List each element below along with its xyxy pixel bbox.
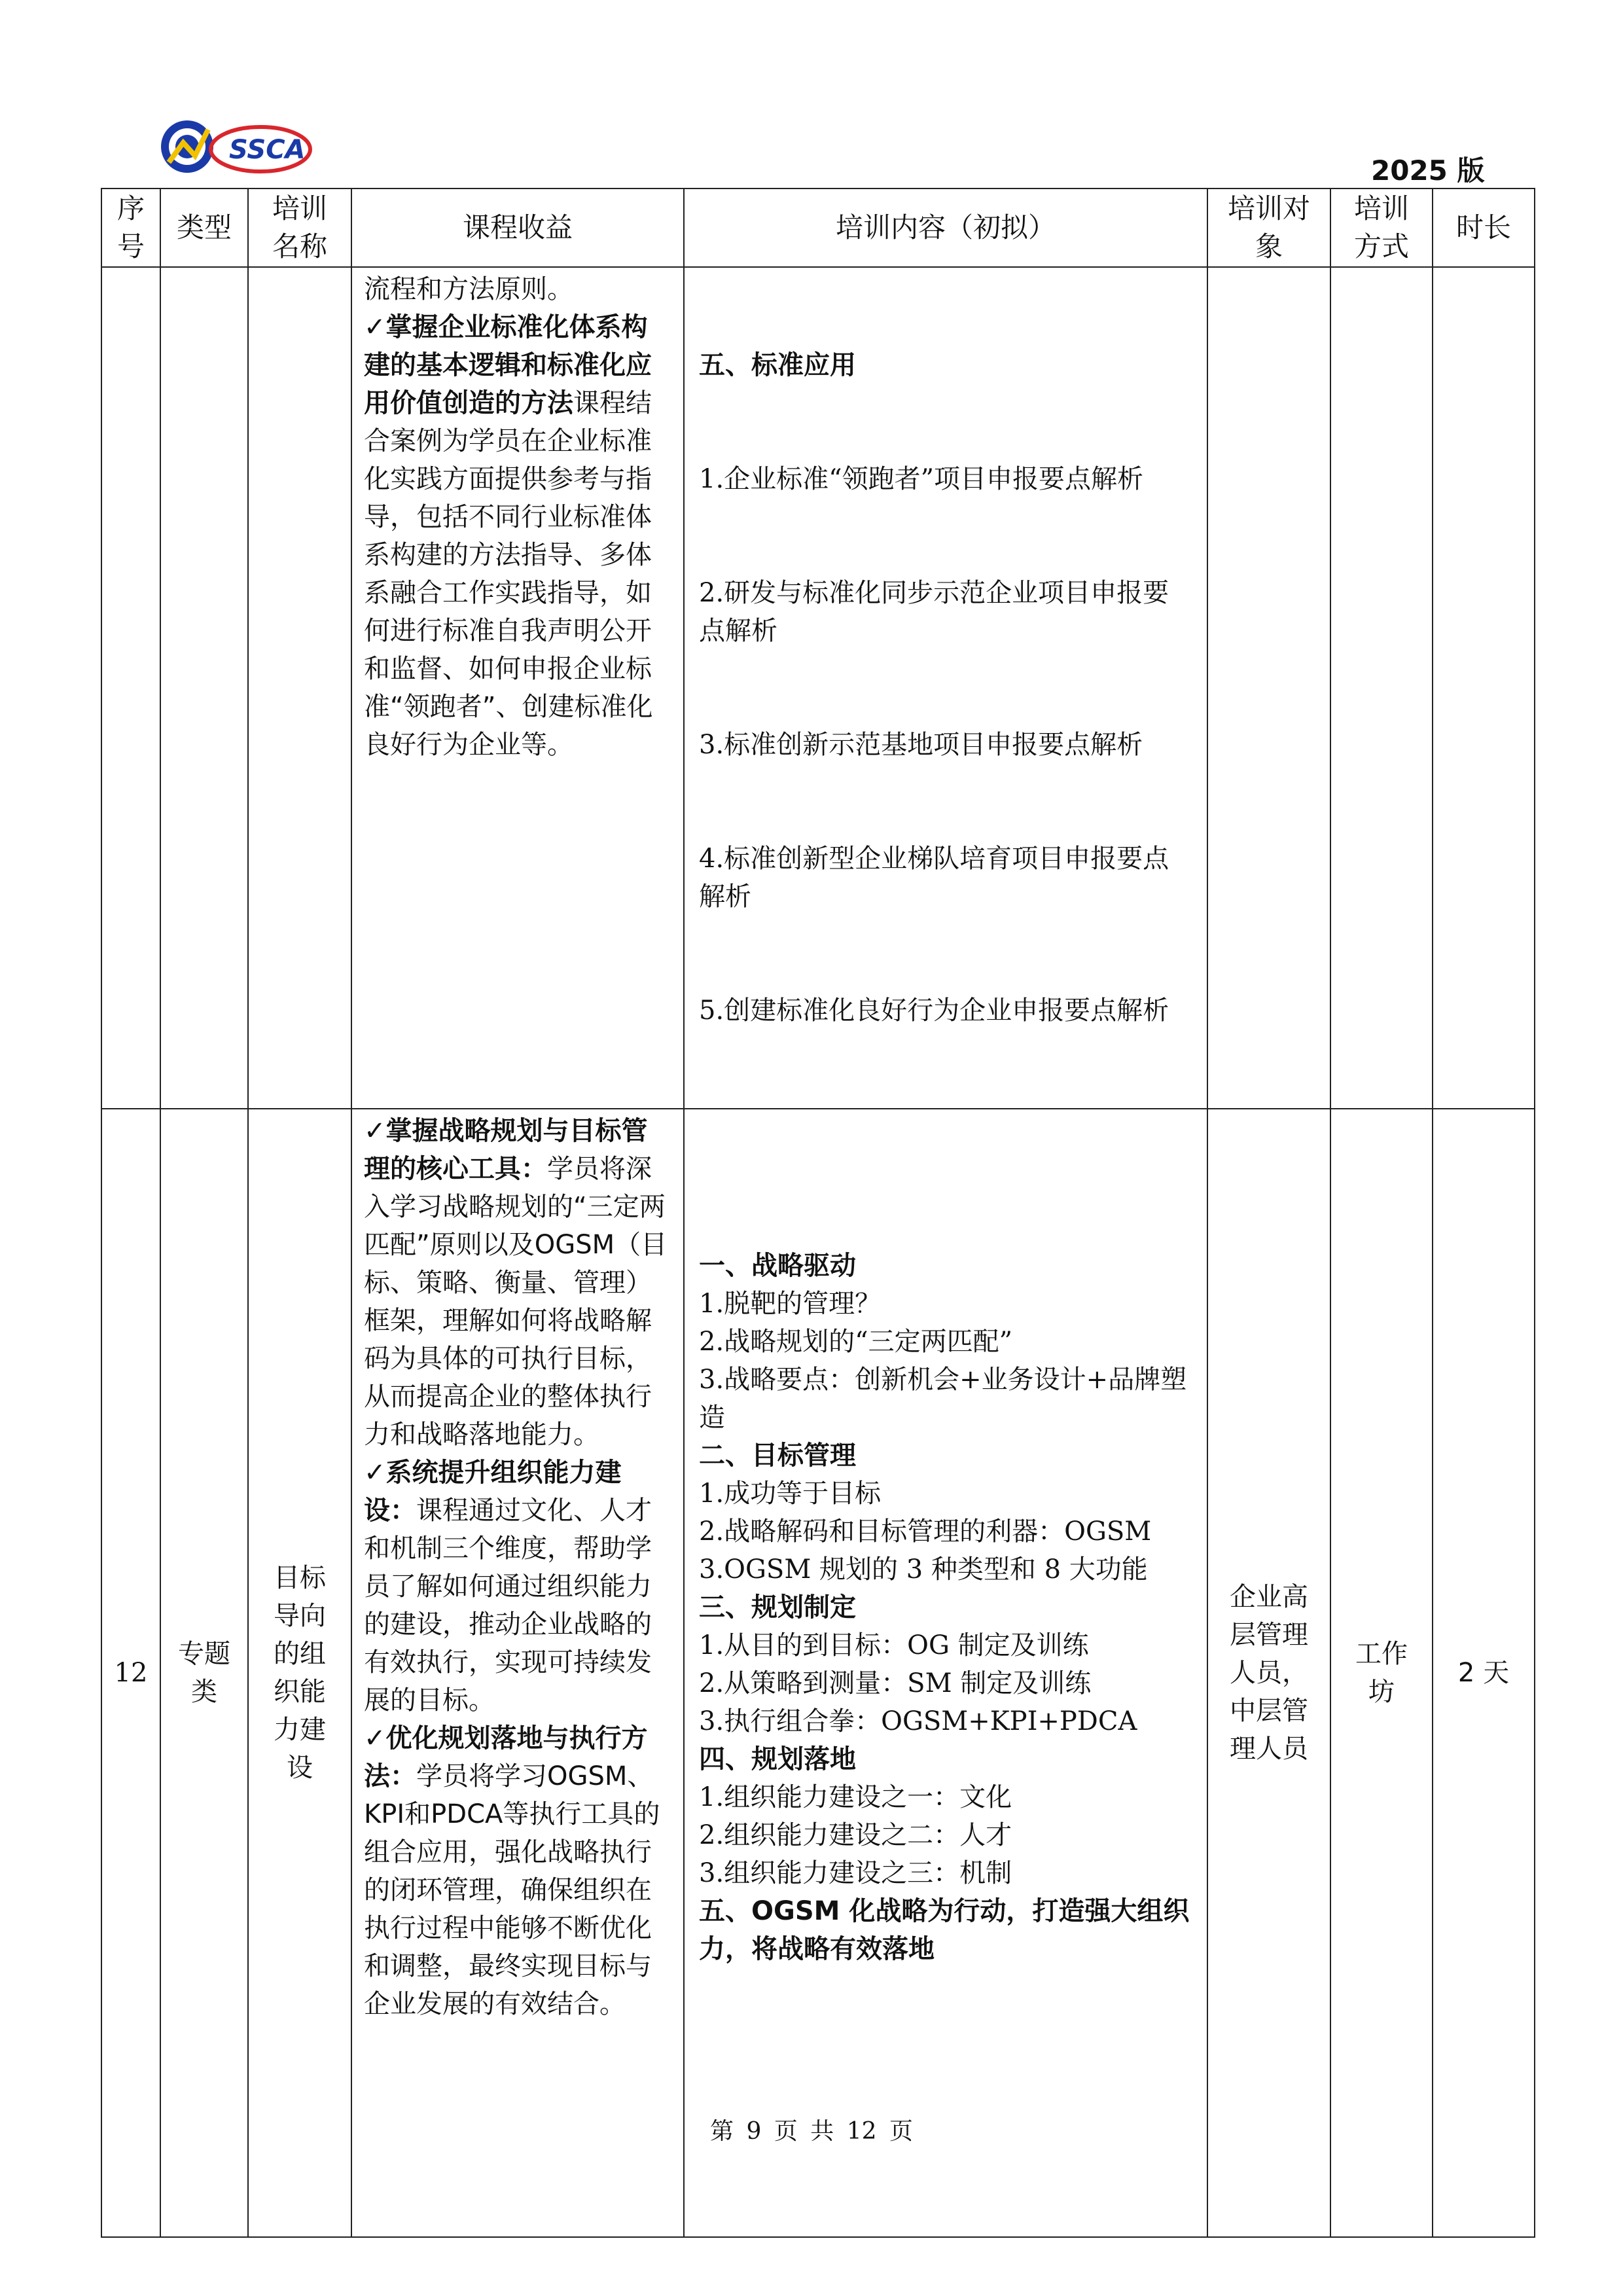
ssca-logo: [156, 117, 313, 177]
content-item: 1.脱靶的管理？: [699, 1289, 882, 1319]
content-item: 3.战略要点：创新机会+业务设计+品牌塑造: [699, 1365, 1187, 1433]
content-item: 1.成功等于目标: [699, 1479, 882, 1509]
column-header-audience: 培训对 象: [1207, 188, 1330, 267]
cell-index: [101, 267, 160, 1109]
cell-audience: 企业高 层管理 人员， 中层管 理人员: [1207, 1109, 1330, 2237]
column-header-benefits: 课程收益: [351, 188, 684, 267]
content-item: 2.组织能力建设之二：人才: [699, 1820, 1012, 1850]
content-item: 2.研发与标准化同步示范企业项目申报要点解析: [699, 578, 1169, 646]
cell-index: 12: [101, 1109, 160, 2237]
benefit-block: ✓掌握战略规划与目标管理的核心工具：学员将深入学习战略规划的“三定两匹配”原则以及OGSM（目标、策略、衡量、管理）框架，理解如何将战略解码为具体的可执行目标，从而提高企业的整体执行力和战略落地能力。: [364, 1116, 668, 1450]
page-number: 第 9 页 共 12 页: [710, 2118, 913, 2145]
content-item: 4.标准创新型企业梯队培育项目申报要点解析: [699, 844, 1169, 912]
content-heading: 二、目标管理: [699, 1441, 856, 1471]
cell-benefits: [351, 267, 684, 1109]
content-item: 2.从策略到测量：SM 制定及训练: [699, 1668, 1092, 1698]
column-header-content: 培训内容（初拟）: [684, 188, 1207, 267]
cell-method: [1330, 267, 1433, 1109]
cell-duration: 2 天: [1433, 1109, 1535, 2237]
cell-type: [160, 267, 248, 1109]
benefit-block: ✓优化规划落地与执行方法：学员将学习OGSM、KPI和PDCA等执行工具的组合应用，强化战略执行的闭环管理，确保组织在执行过程中能够不断优化和调整，最终实现目标与企业发展的有效结合。: [364, 1723, 660, 2019]
column-header-method: 培训 方式: [1330, 188, 1433, 267]
benefit-block: ✓掌握企业标准化体系构建的基本逻辑和标准化应用价值创造的方法课程结合案例为学员在企业标准化实践方面提供参考与指导，包括不同行业标准体系构建的方法指导、多体系融合工作实践指导，如何进行标准自我声明公开和监督、如何申报企业标准“领跑者”、创建标准化良好行为企业等。: [364, 312, 653, 760]
content-heading: 一、战略驱动: [699, 1251, 856, 1281]
content-item: 3.组织能力建设之三：机制: [699, 1858, 1012, 1888]
content-heading: 四、规划落地: [699, 1744, 856, 1774]
content-heading: 五、OGSM 化战略为行动，打造强大组织力，将战略有效落地: [699, 1896, 1190, 1964]
table-row: [101, 1109, 1535, 2237]
content-item: 1.从目的到目标：OG 制定及训练: [699, 1630, 1089, 1660]
content-item: 2.战略规划的“三定两匹配”: [699, 1327, 1013, 1357]
cell-method: 工作 坊: [1330, 1109, 1433, 2237]
version-label: 2025 版: [1371, 154, 1485, 187]
cell-duration: [1433, 267, 1535, 1109]
content-heading: 三、规划制定: [699, 1592, 856, 1623]
cell-type: 专题 类: [160, 1109, 248, 2237]
column-header-name: 培训 名称: [248, 188, 351, 267]
content-heading: 五、标准应用: [699, 350, 856, 380]
table-header-row: [101, 188, 1535, 267]
content-item: 3.OGSM 规划的 3 种类型和 8 大功能: [699, 1554, 1148, 1585]
column-header-duration: 时长: [1433, 188, 1535, 267]
cell-audience: [1207, 267, 1330, 1109]
content-item: 3.标准创新示范基地项目申报要点解析: [699, 730, 1143, 760]
content-item: 2.战略解码和目标管理的利器：OGSM: [699, 1516, 1152, 1547]
cell-benefits: [351, 1109, 684, 2237]
benefit-block: ✓系统提升组织能力建设：课程通过文化、人才和机制三个维度，帮助学员了解如何通过组织能力的建设，推动企业战略的有效执行，实现可持续发展的目标。: [364, 1458, 652, 1715]
table-row: [101, 267, 1535, 1109]
course-table: [101, 188, 1535, 2238]
cell-content: [684, 1109, 1207, 2237]
cell-name: [248, 267, 351, 1109]
cell-content: [684, 267, 1207, 1109]
logo-text: SSCA: [229, 135, 306, 165]
column-header-type: 类型: [160, 188, 248, 267]
column-header-index: 序 号: [101, 188, 160, 267]
cell-name: 目标 导向 的组 织能 力建 设: [248, 1109, 351, 2237]
content-item: 1.企业标准“领跑者”项目申报要点解析: [699, 464, 1144, 494]
content-item: 3.执行组合拳：OGSM+KPI+PDCA: [699, 1706, 1137, 1736]
content-item: 1.组织能力建设之一：文化: [699, 1782, 1012, 1812]
benefit-block: 流程和方法原则。: [364, 274, 573, 304]
content-item: 5.创建标准化良好行为企业申报要点解析: [699, 996, 1169, 1026]
